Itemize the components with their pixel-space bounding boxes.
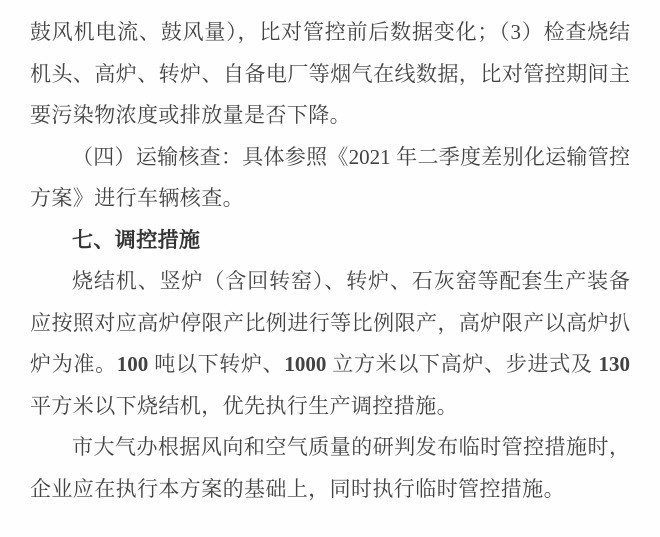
body-text: 吨以下转炉、 [148,352,285,376]
body-line-9 [30,344,630,386]
body-text: 企业应在执行本方案的基础上，同时执行临时管控措施。 [30,476,565,501]
document-body [30,12,630,510]
body-line-4-para-transport-check [30,137,630,179]
body-text: 鼓风机电流、鼓风量），比对管控前后数据变化；（3）检查烧结 [30,20,630,44]
section-heading-control-measures [30,220,630,262]
body-line-1 [30,12,630,54]
bold-number-130: 130 [598,352,631,376]
body-line-7-para-equipment [30,261,630,303]
body-text: 立方米以下高炉、步进式及 [326,352,599,376]
body-text: 应按照对应高炉停限产比例进行等比例限产，高炉限产以高炉扒 [30,310,630,335]
bold-number-1000: 1000 [284,352,327,376]
body-text: 要污染物浓度或排放量是否下降。 [30,103,351,127]
body-line-5 [30,178,630,220]
section-heading-text: 七、调控措施 [72,227,201,252]
body-line-8 [30,303,630,345]
body-text: 机头、高炉、转炉、自备电厂等烟气在线数据，比对管控期间主 [30,61,630,86]
body-line-10 [30,386,630,428]
bold-number-100: 100 [116,352,149,376]
body-text: 烧结机、竖炉（含回转窑）、转炉、石灰窑等配套生产装备 [72,269,630,293]
body-text: 方案》进行车辆核查。 [30,186,244,210]
body-text: 炉为准。 [30,352,117,376]
body-text: 市大气办根据风向和空气质量的研判发布临时管控措施时， [72,435,630,459]
body-line-11-para-temporary-measures [30,427,630,469]
body-line-3 [30,95,630,137]
body-line-2 [30,54,630,96]
body-line-12 [30,469,630,511]
body-text: （四）运输核查：具体参照《2021 年二季度差别化运输管控 [72,144,630,169]
body-text: 平方米以下烧结机，优先执行生产调控措施。 [30,393,458,418]
